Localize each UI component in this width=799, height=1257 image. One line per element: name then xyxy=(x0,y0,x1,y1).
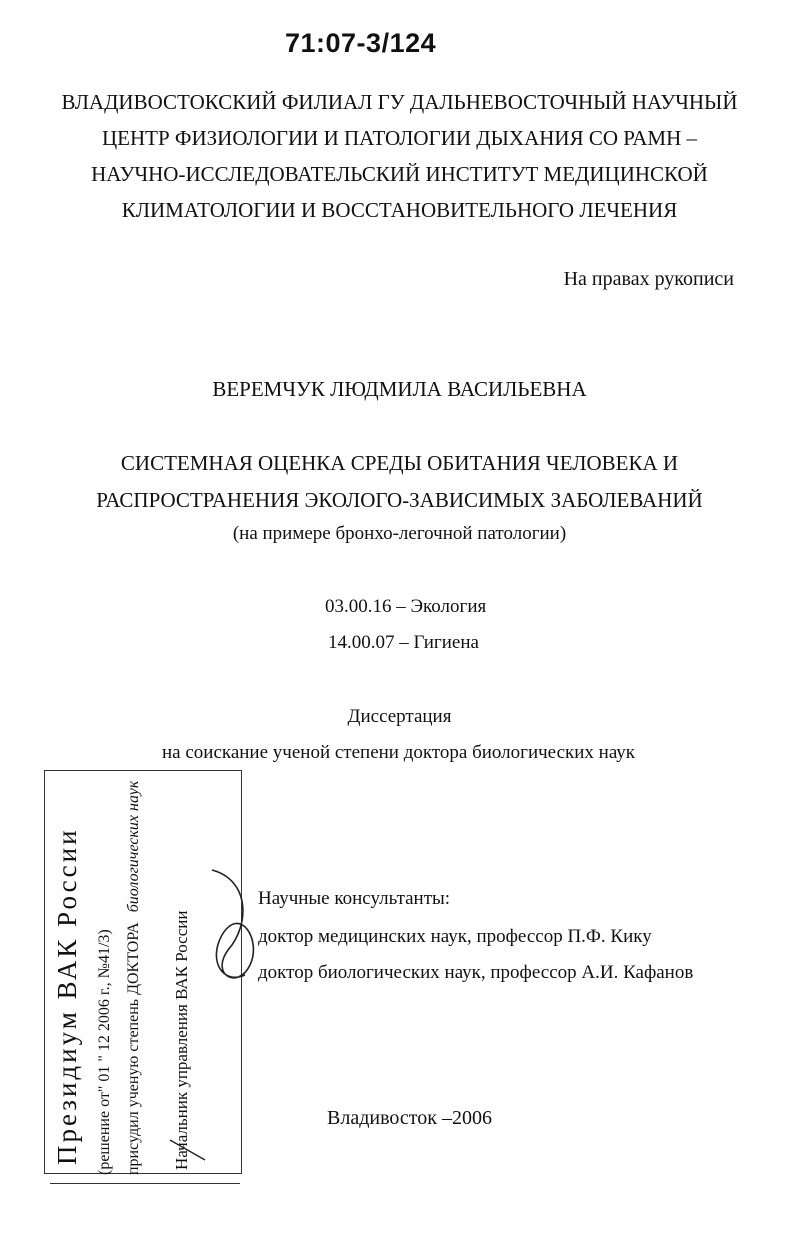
consultant-2: доктор биологических наук, профессор А.И. Кафанов xyxy=(258,962,694,983)
consultants-heading: Научные консультанты: xyxy=(258,888,451,909)
manuscript-note: На правах рукописи xyxy=(563,268,734,290)
title-line-2: РАСПРОСТРАНЕНИЯ ЭКОЛОГО-ЗАВИСИМЫХ ЗАБОЛЕВАНИЙ xyxy=(96,488,703,512)
stamp-line-degree-text: присудил ученую степень ДОКТОРА xyxy=(125,922,142,1175)
dissertation-degree: на соискание ученой степени доктора биологических наук xyxy=(162,742,636,763)
stamp-line-presidium: Президиум ВАК России xyxy=(52,827,82,1165)
subtitle: (на примере бронхо-легочной патологии) xyxy=(232,523,567,544)
institution-line-4: КЛИМАТОЛОГИИ И ВОССТАНОВИТЕЛЬНОГО ЛЕЧЕНИЯ xyxy=(121,198,678,222)
institution-line-2: ЦЕНТР ФИЗИОЛОГИИ И ПАТОЛОГИИ ДЫХАНИЯ СО РАМН – xyxy=(101,126,698,150)
title-line-1: СИСТЕМНАЯ ОЦЕНКА СРЕДЫ ОБИТАНИЯ ЧЕЛОВЕКА И xyxy=(120,451,679,475)
stamp-line-degree-field: биологических наук xyxy=(125,780,142,913)
stamp-line-head: Начальник управления ВАК России xyxy=(172,910,191,1170)
institution-line-1: ВЛАДИВОСТОКСКИЙ ФИЛИАЛ ГУ ДАЛЬНЕВОСТОЧНЫЙ НАУЧНЫЙ xyxy=(61,90,738,114)
specialty-ecology: 03.00.16 – Экология xyxy=(325,596,487,617)
catalog-number: 71:07-3/124 xyxy=(285,28,437,58)
specialty-hygiene: 14.00.07 – Гигиена xyxy=(328,632,479,653)
institution-line-3: НАУЧНО-ИССЛЕДОВАТЕЛЬСКИЙ ИНСТИТУТ МЕДИЦИНСКОЙ xyxy=(91,162,708,186)
signature-tick xyxy=(170,1140,205,1160)
signature-stroke xyxy=(212,870,253,978)
consultant-1: доктор медицинских наук, профессор П.Ф. Кику xyxy=(258,926,652,947)
stamp-line-decision: (решение от" 01 " 12 2006 г., №41/3) xyxy=(96,929,113,1175)
author-name: ВЕРЕМЧУК ЛЮДМИЛА ВАСИЛЬЕВНА xyxy=(212,377,587,401)
dissertation-label: Диссертация xyxy=(347,706,452,727)
city-year: Владивосток –2006 xyxy=(327,1107,492,1129)
